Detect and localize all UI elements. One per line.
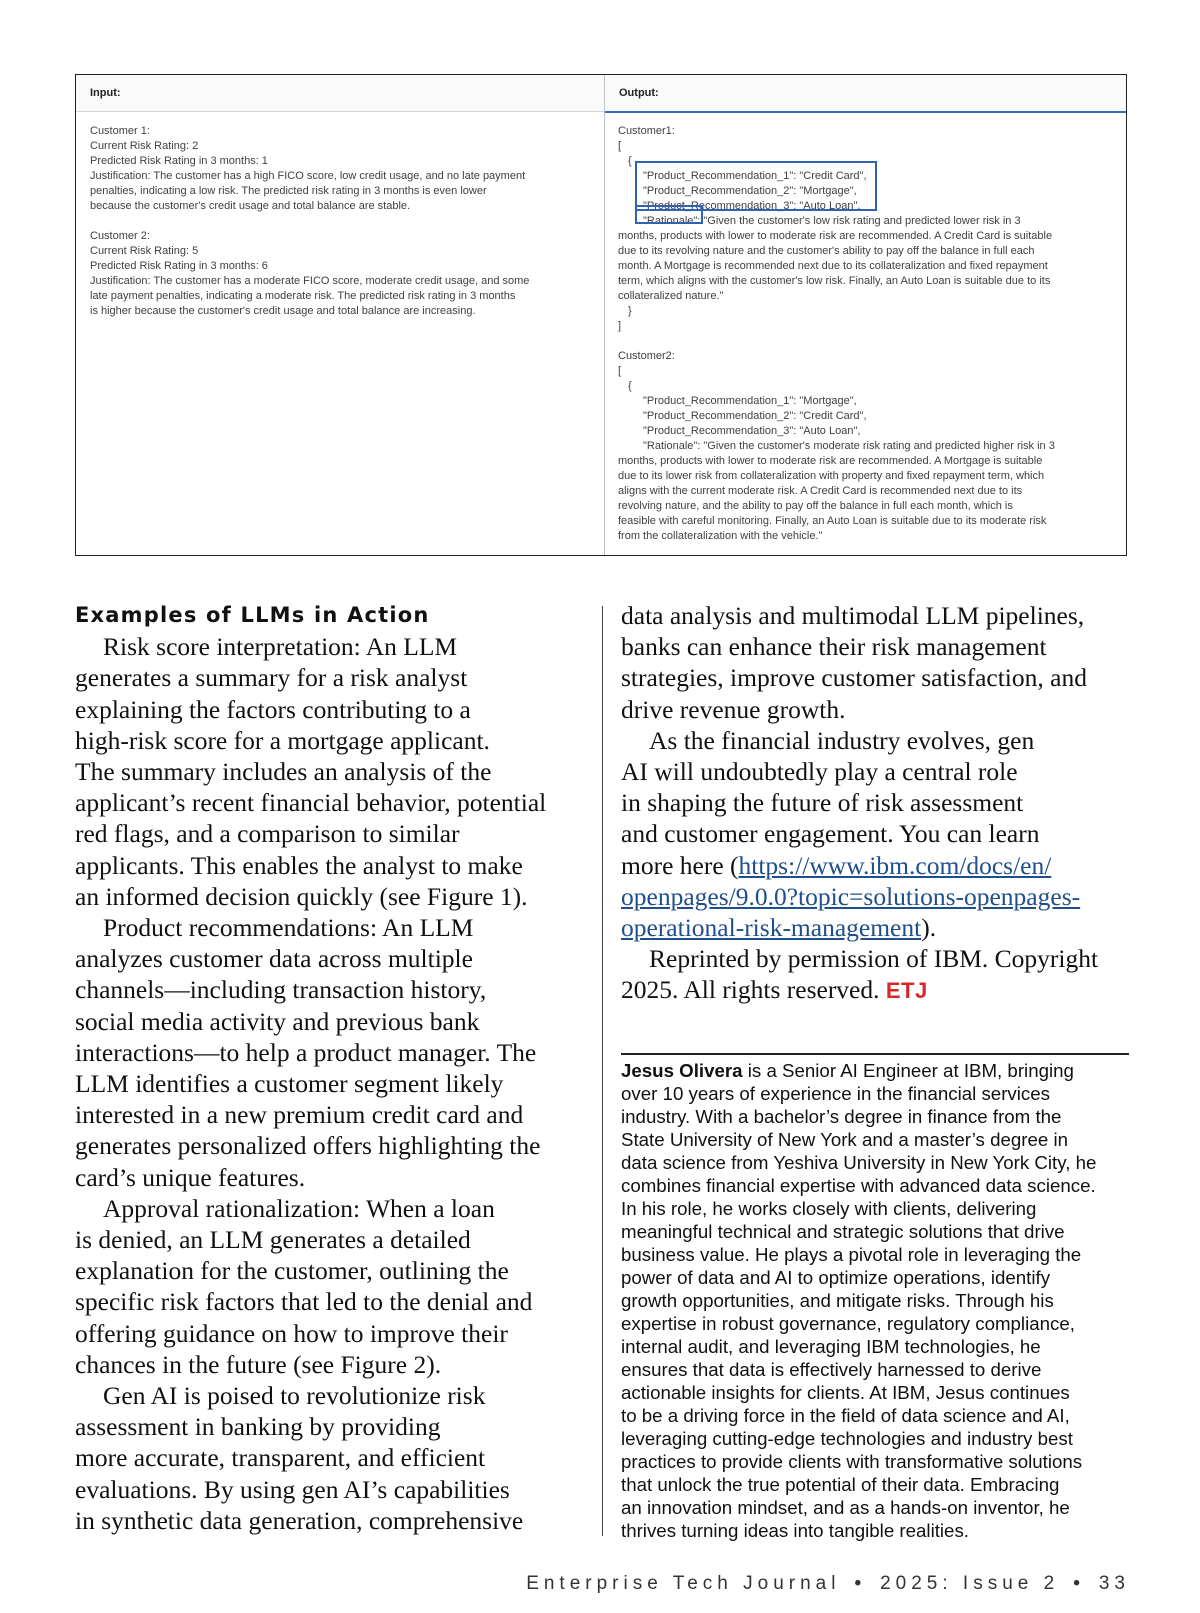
- bio-line: leveraging cutting-edge technologies and industry best: [621, 1428, 1073, 1449]
- paragraph-line: an informed decision quickly (see Figure 1).: [75, 881, 528, 911]
- paragraph-line: Gen AI is poised to revolutionize risk: [103, 1381, 486, 1411]
- page-number: 33: [1098, 1573, 1130, 1594]
- bio-line: combines financial expertise with advanced data science.: [621, 1175, 1096, 1196]
- output-line: aligns with the current moderate risk. A Credit Card is recommended next due to its: [618, 485, 1023, 497]
- paragraph-line: interactions—to help a product manager. The: [75, 1037, 537, 1067]
- input-header: Input:: [76, 75, 604, 112]
- paragraph-line: high-risk score for a mortgage applicant.: [75, 725, 490, 755]
- output-line: "Product_Recommendation_1": "Mortgage",: [643, 395, 857, 407]
- output-line: }: [628, 305, 632, 317]
- paragraph-line: red flags, and a comparison to similar: [75, 819, 460, 849]
- left-column: [75, 600, 585, 1536]
- output-line: [: [618, 140, 622, 152]
- column-divider: [602, 606, 603, 1536]
- paragraph-line: Approval rationalization: When a loan: [103, 1193, 495, 1223]
- paragraph-line: Product recommendations: An LLM: [103, 913, 474, 943]
- paragraph-line: The summary includes an analysis of the: [75, 757, 492, 786]
- link-lead-text: more here (: [621, 850, 739, 880]
- output-line: "Product_Recommendation_2": "Credit Card",: [643, 410, 867, 422]
- footer-separator-dot: •: [1073, 1573, 1085, 1594]
- paragraph-line: offering guidance on how to improve their: [75, 1318, 508, 1348]
- bio-line: In his role, he works closely with clients, delivering: [621, 1198, 1037, 1219]
- output-line: "Rationale": "Given the customer's low risk rating and predicted lower risk in 3: [643, 215, 1021, 227]
- body-paragraph: [75, 1193, 585, 1380]
- author-name: Jesus Olivera: [621, 1060, 743, 1081]
- etj-end-mark: ETJ: [885, 978, 928, 1004]
- output-line: Customer1:: [618, 125, 675, 137]
- paragraph-line: Risk score interpretation: An LLM: [103, 632, 458, 662]
- output-line: feasible with careful monitoring. Finally, an Auto Loan is suitable due to its moderate risk: [618, 515, 1047, 527]
- bio-line: business value. He plays a pivotal role in leveraging the: [621, 1244, 1082, 1265]
- bio-line: over 10 years of experience in the financial services: [621, 1083, 1051, 1104]
- input-line: is higher because the customer's credit usage and total balance are increasing.: [90, 305, 476, 317]
- input-line: Predicted Risk Rating in 3 months: 1: [90, 155, 268, 167]
- body-paragraph: [75, 1380, 585, 1536]
- footer-separator-dot: •: [854, 1573, 867, 1594]
- paragraph-line: assessment in banking by providing: [75, 1412, 441, 1442]
- paragraph-line: banks can enhance their risk management: [621, 632, 1047, 662]
- paragraph-line: AI will undoubtedly play a central role: [621, 757, 1018, 787]
- paragraph-line: applicant’s recent financial behavior, potential: [75, 788, 547, 818]
- output-line: term, which aligns with the customer's low risk. Finally, an Auto Loan is suitable due to its: [618, 275, 1051, 287]
- paragraph-future: [621, 725, 1131, 943]
- input-pane: [76, 75, 604, 555]
- output-line: "Product_Recommendation_1": "Credit Card",: [643, 170, 867, 182]
- paragraph-line: more accurate, transparent, and efficient: [75, 1443, 486, 1473]
- product-recommendations-highlight: [635, 161, 877, 211]
- link-tail-text: ).: [921, 913, 937, 943]
- paragraph-line: As the financial industry evolves, gen: [649, 725, 1035, 755]
- bio-line: data science from Yeshiva University in New York City, he: [621, 1152, 1097, 1173]
- page-footer: [526, 1573, 1130, 1595]
- output-pane: [604, 75, 1126, 555]
- bio-line: power of data and AI to optimize operations, identify: [621, 1267, 1051, 1288]
- blank-line: [618, 334, 1114, 349]
- paragraph-line: social media activity and previous bank: [75, 1006, 480, 1036]
- paragraph-line: in synthetic data generation, comprehensive: [75, 1505, 524, 1535]
- author-bio: [621, 1059, 1131, 1542]
- publication-name: Enterprise Tech Journal: [526, 1573, 841, 1594]
- bio-line: meaningful technical and strategic solutions that drive: [621, 1221, 1065, 1242]
- paragraph-reprint: [621, 943, 1131, 1006]
- bio-line: internal audit, and leveraging IBM technologies, he: [621, 1336, 1041, 1357]
- paragraph-line: data analysis and multimodal LLM pipelines,: [621, 601, 1085, 630]
- output-line: collateralized nature.": [618, 290, 724, 302]
- paragraph-line: explanation for the customer, outlining the: [75, 1256, 509, 1286]
- paragraph-line: generates personalized offers highlighting the: [75, 1131, 541, 1161]
- paragraph-closing: [621, 600, 1131, 725]
- input-line: Customer 2:: [90, 230, 150, 242]
- body-paragraph: [75, 912, 585, 1193]
- output-line: month. A Mortgage is recommended next due to its collateralization and fixed repayment: [618, 260, 1048, 272]
- paragraph-line: specific risk factors that led to the denial and: [75, 1287, 533, 1317]
- paragraph-line: chances in the future (see Figure 2).: [75, 1349, 442, 1379]
- output-line: revolving nature, and the ability to pay off the balance in full each month, which is: [618, 500, 1013, 512]
- input-line: Predicted Risk Rating in 3 months: 6: [90, 260, 268, 272]
- bio-first-line: is a Senior AI Engineer at IBM, bringing: [742, 1060, 1074, 1081]
- bio-line: thrives turning ideas into tangible realities.: [621, 1520, 969, 1541]
- output-line: from the collateralization with the vehicle.": [618, 530, 823, 542]
- output-line: {: [628, 155, 632, 167]
- output-line: "Product_Recommendation_2": "Mortgage",: [643, 185, 857, 197]
- section-heading: Examples of LLMs in Action: [75, 603, 430, 627]
- ibm-docs-link-part-1[interactable]: https://www.ibm.com/docs/en/: [738, 850, 1052, 880]
- bio-line: industry. With a bachelor’s degree in finance from the: [621, 1106, 1062, 1127]
- paragraph-line: strategies, improve customer satisfaction, and: [621, 663, 1087, 693]
- input-line: because the customer's credit usage and total balance are stable.: [90, 200, 411, 212]
- bio-line: to be a driving force in the field of data science and AI,: [621, 1405, 1070, 1426]
- input-line: late payment penalties, indicating a moderate risk. The predicted risk rating in 3 months: [90, 290, 516, 302]
- bio-line: growth opportunities, and mitigate risks. Through his: [621, 1290, 1054, 1311]
- input-line: penalties, indicating a low risk. The predicted risk rating in 3 months is even lower: [90, 185, 487, 197]
- bio-line: expertise in robust governance, regulatory compliance,: [621, 1313, 1075, 1334]
- bio-line: practices to provide clients with transformative solutions: [621, 1451, 1083, 1472]
- paragraph-line: explaining the factors contributing to a: [75, 694, 471, 724]
- bio-line: actionable insights for clients. At IBM, Jesus continues: [621, 1382, 1070, 1403]
- blank-line: [90, 214, 590, 229]
- paragraph-line: evaluations. By using gen AI’s capabilities: [75, 1474, 510, 1504]
- output-line: {: [628, 380, 632, 392]
- output-line: Customer2:: [618, 350, 675, 362]
- ibm-docs-link-part-3[interactable]: operational-risk-management: [621, 913, 922, 943]
- ibm-docs-link-part-2[interactable]: openpages/9.0.0?topic=solutions-openpages-: [621, 881, 1081, 911]
- paragraph-line: LLM identifies a customer segment likely: [75, 1069, 504, 1099]
- output-line: due to its lower risk from collateralization with property and fixed repayment term, which: [618, 470, 1045, 482]
- output-line: "Product_Recommendation_3": "Auto Loan",: [643, 200, 861, 212]
- bio-line: that unlock the true potential of their data. Embracing: [621, 1474, 1060, 1495]
- input-line: Customer 1:: [90, 125, 150, 137]
- bio-line: ensures that data is effectively harnessed to derive: [621, 1359, 1042, 1380]
- rationale-highlight: [635, 205, 703, 224]
- output-line: months, products with lower to moderate risk are recommended. A Credit Card is suitable: [618, 230, 1053, 242]
- output-line: [: [618, 365, 622, 377]
- paragraph-line: drive revenue growth.: [621, 694, 846, 724]
- body-paragraph: [75, 631, 585, 912]
- paragraph-line: in shaping the future of risk assessment: [621, 788, 1024, 818]
- output-header: Output:: [605, 75, 1126, 113]
- figure-screenshot: [75, 74, 1127, 556]
- paragraph-line: is denied, an LLM generates a detailed: [75, 1225, 471, 1255]
- output-line: ]: [618, 320, 622, 332]
- input-line: Justification: The customer has a moderate FICO score, moderate credit usage, and some: [90, 275, 530, 287]
- input-line: Current Risk Rating: 2: [90, 140, 199, 152]
- paragraph-line: analyzes customer data across multiple: [75, 944, 473, 974]
- paragraph-line: and customer engagement. You can learn: [621, 819, 1040, 849]
- bio-line: an innovation mindset, and as a hands-on inventor, he: [621, 1497, 1070, 1518]
- output-line: "Product_Recommendation_3": "Auto Loan",: [643, 425, 861, 437]
- paragraph-line: generates a summary for a risk analyst: [75, 663, 468, 693]
- paragraph-line: applicants. This enables the analyst to make: [75, 850, 523, 880]
- bio-divider: [621, 1053, 1129, 1055]
- output-line: months, products with lower to moderate risk are recommended. A Mortgage is suitable: [618, 455, 1043, 467]
- reprint-line-1: Reprinted by permission of IBM. Copyright: [649, 944, 1099, 974]
- input-text: [90, 124, 590, 319]
- left-paragraphs: [75, 631, 585, 1536]
- reprint-line-2: 2025. All rights reserved.: [621, 975, 886, 1005]
- paragraph-line: interested in a new premium credit card and: [75, 1100, 524, 1130]
- right-column: [621, 600, 1131, 1007]
- paragraph-line: channels—including transaction history,: [75, 975, 487, 1005]
- output-line: "Rationale": "Given the customer's moderate risk rating and predicted higher risk in 3: [643, 440, 1055, 452]
- input-line: Justification: The customer has a high FICO score, low credit usage, and no late payment: [90, 170, 526, 182]
- paragraph-line: card’s unique features.: [75, 1162, 306, 1192]
- input-line: Current Risk Rating: 5: [90, 245, 199, 257]
- output-line: due to its revolving nature and the customer's ability to pay off the balance in full each: [618, 245, 1035, 257]
- bio-line: State University of New York and a master’s degree in: [621, 1129, 1069, 1150]
- issue-label: 2025: Issue 2: [880, 1573, 1060, 1594]
